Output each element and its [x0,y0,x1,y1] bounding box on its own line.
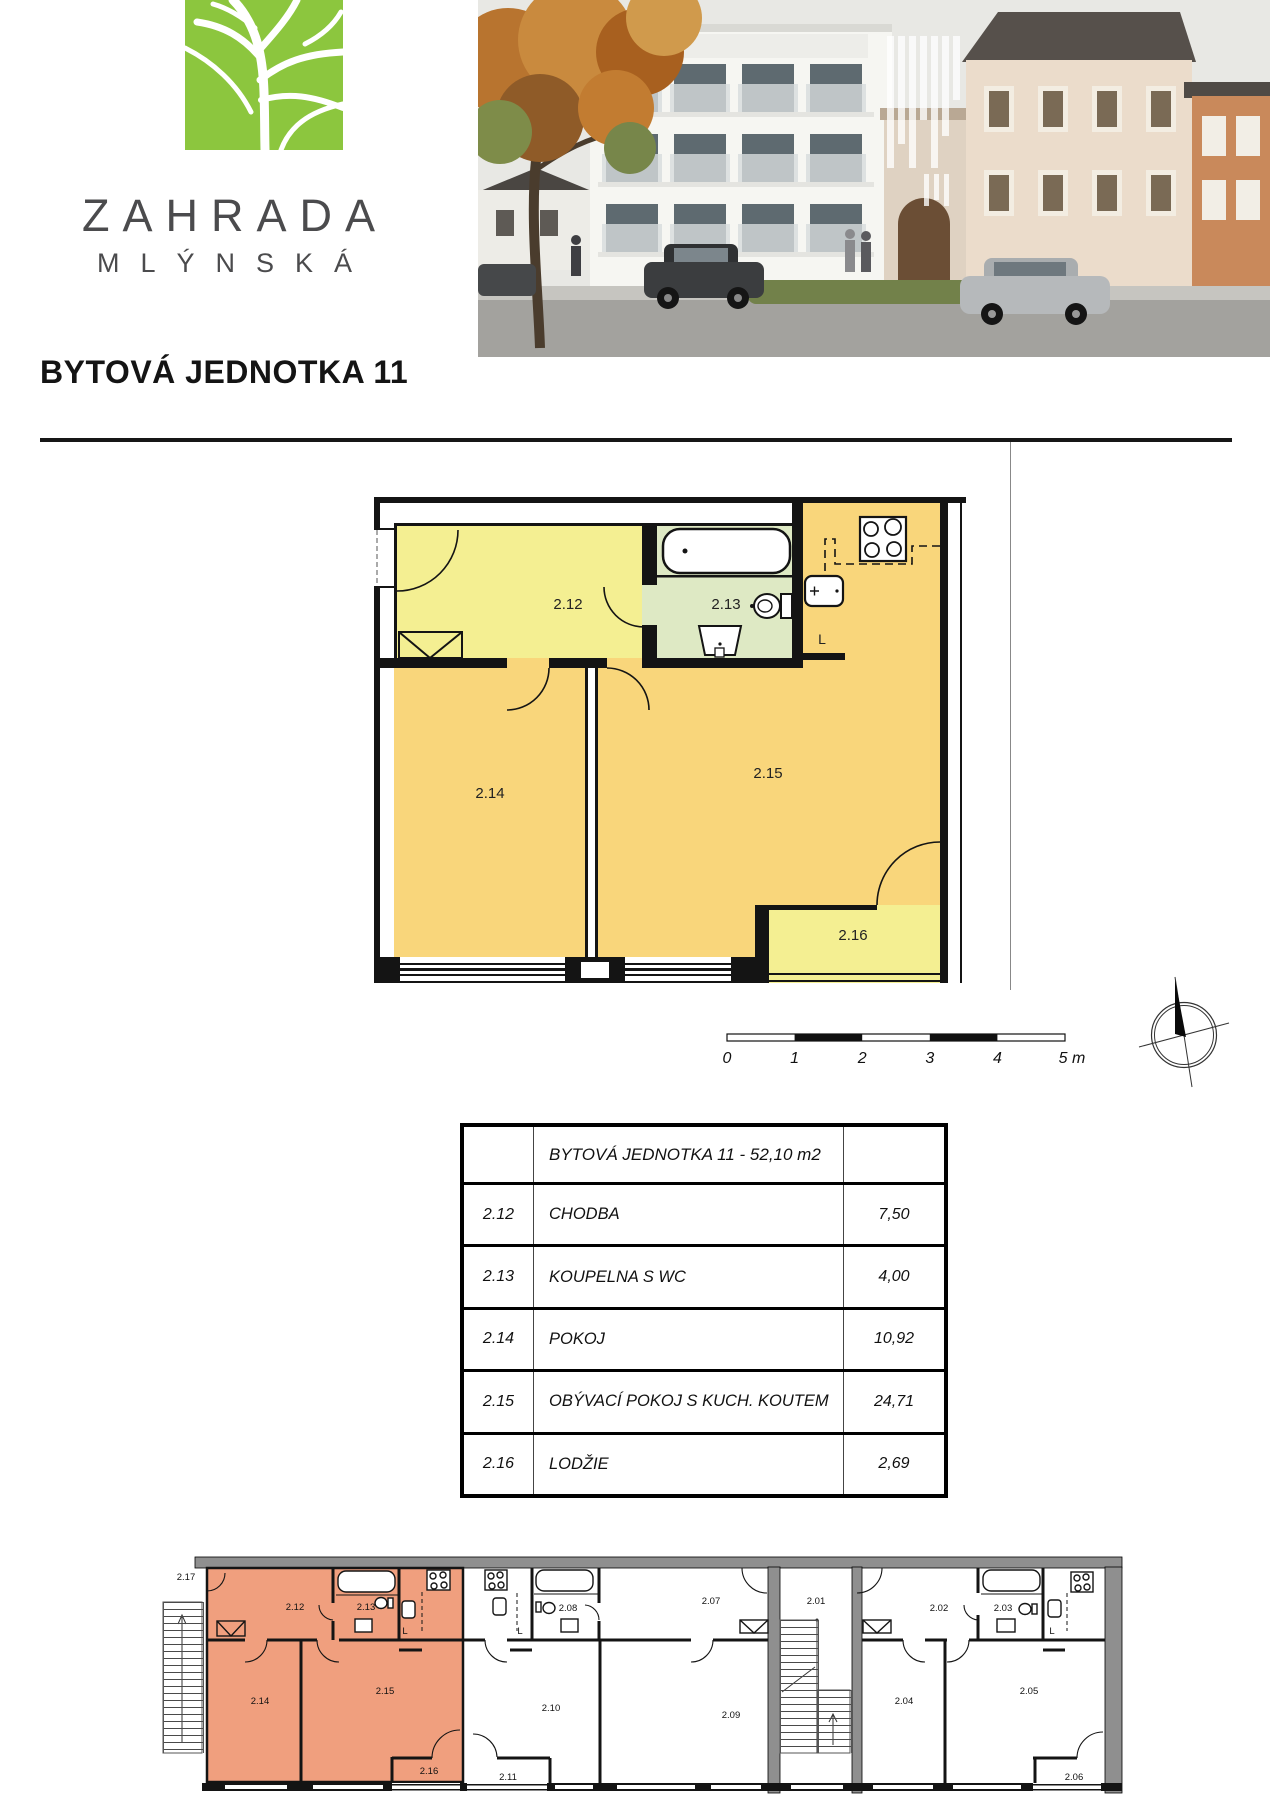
table-row [464,1244,944,1306]
brand-tree-logo-icon [185,0,343,150]
highlighted-unit-11 [207,1568,463,1782]
ov-label-208: 2.08 [558,1603,578,1614]
plan-side-guide-line [1010,442,1011,990]
table-header-num-cell [464,1127,534,1182]
ov-label-213: 2.13 [356,1602,376,1613]
room-label-213: 2.13 [711,596,741,613]
brand-name: ZAHRADA [81,190,389,241]
row-area: 2,69 [878,1455,910,1473]
pier-window [581,962,609,978]
table-title: BYTOVÁ JEDNOTKA 11 - 52,10 m2 [534,1127,844,1182]
scale-tick-5: 5 m [1058,1050,1086,1067]
ov-label-204: 2.04 [894,1696,914,1707]
area-table [460,1123,948,1498]
ov-label-215: 2.15 [375,1686,395,1697]
row-id: 2.16 [464,1435,534,1494]
table-row [464,1307,944,1369]
header-divider [40,438,1232,442]
scale-tick-1: 1 [790,1050,800,1067]
ov-label-202: 2.02 [929,1603,949,1614]
ov-label-206: 2.06 [1064,1772,1084,1783]
ov-label-210: 2.10 [541,1703,561,1714]
row-id: 2.13 [464,1247,534,1306]
ov-label-214: 2.14 [250,1696,270,1707]
table-row [464,1432,944,1494]
row-area: 10,92 [873,1330,915,1348]
ov-fridge-c: L [1049,1626,1055,1637]
unit-floor-plan [374,492,966,986]
building-bottom-wall [202,1783,1122,1791]
row-area: 7,50 [878,1205,910,1223]
row-id: 2.14 [464,1310,534,1369]
brand-subname: MLÝNSKÁ [96,248,374,278]
row-area: 24,71 [873,1392,915,1410]
ov-label-212: 2.12 [285,1602,305,1613]
scale-ticks [723,1050,1086,1067]
table-row [464,1182,944,1244]
floor-overview-plan [155,1545,1270,1800]
fridge-label: L [818,631,826,647]
north-compass-icon [1135,965,1245,1090]
room-fills [380,502,940,983]
room-label-212: 2.12 [553,596,583,613]
room-214-bedroom [394,658,585,957]
ov-label-211: 2.11 [499,1772,517,1783]
table-header-row [464,1127,944,1182]
wall-gap [588,668,595,957]
page-title: BYTOVÁ JEDNOTKA 11 [40,354,409,390]
row-name: CHODBA [534,1185,844,1244]
building-render-photo [478,0,1270,357]
scale-tick-4: 4 [992,1050,1002,1067]
toilet-tank [781,594,792,618]
row-id: 2.15 [464,1372,534,1431]
core-stair-left-flight [780,1620,819,1753]
row-name: OBÝVACÍ POKOJ S KUCH. KOUTEM [534,1372,844,1431]
ov-label-217: 2.17 [176,1572,196,1583]
room-label-216: 2.16 [838,927,868,944]
room-216-loggia [755,905,940,983]
table-header-area-cell [844,1127,944,1182]
row-name: KOUPELNA S WC [534,1247,844,1306]
room-label-215: 2.15 [753,765,783,782]
ov-label-203: 2.03 [993,1603,1013,1614]
row-name: POKOJ [534,1310,844,1369]
ov-label-205: 2.05 [1019,1686,1039,1697]
scale-tick-3: 3 [925,1050,935,1067]
core-stair-right-flight [817,1690,852,1753]
ov-label-207: 2.07 [701,1596,721,1607]
scale-tick-2: 2 [857,1050,867,1067]
row-area: 4,00 [878,1268,910,1286]
ov-label-201: 2.01 [806,1596,826,1607]
staircase-217-treads [163,1602,204,1753]
room-label-214: 2.14 [475,785,505,802]
ov-label-209: 2.09 [721,1710,741,1721]
bathtub [663,529,790,573]
ov-fridge-b: L [517,1626,523,1637]
scale-bar [720,1025,1100,1073]
ov-label-216: 2.16 [419,1766,439,1777]
row-name: LODŽIE [534,1435,844,1494]
row-id: 2.12 [464,1185,534,1244]
ov-fridge-a: L [402,1626,408,1637]
table-row [464,1369,944,1431]
scale-tick-0: 0 [722,1050,732,1067]
